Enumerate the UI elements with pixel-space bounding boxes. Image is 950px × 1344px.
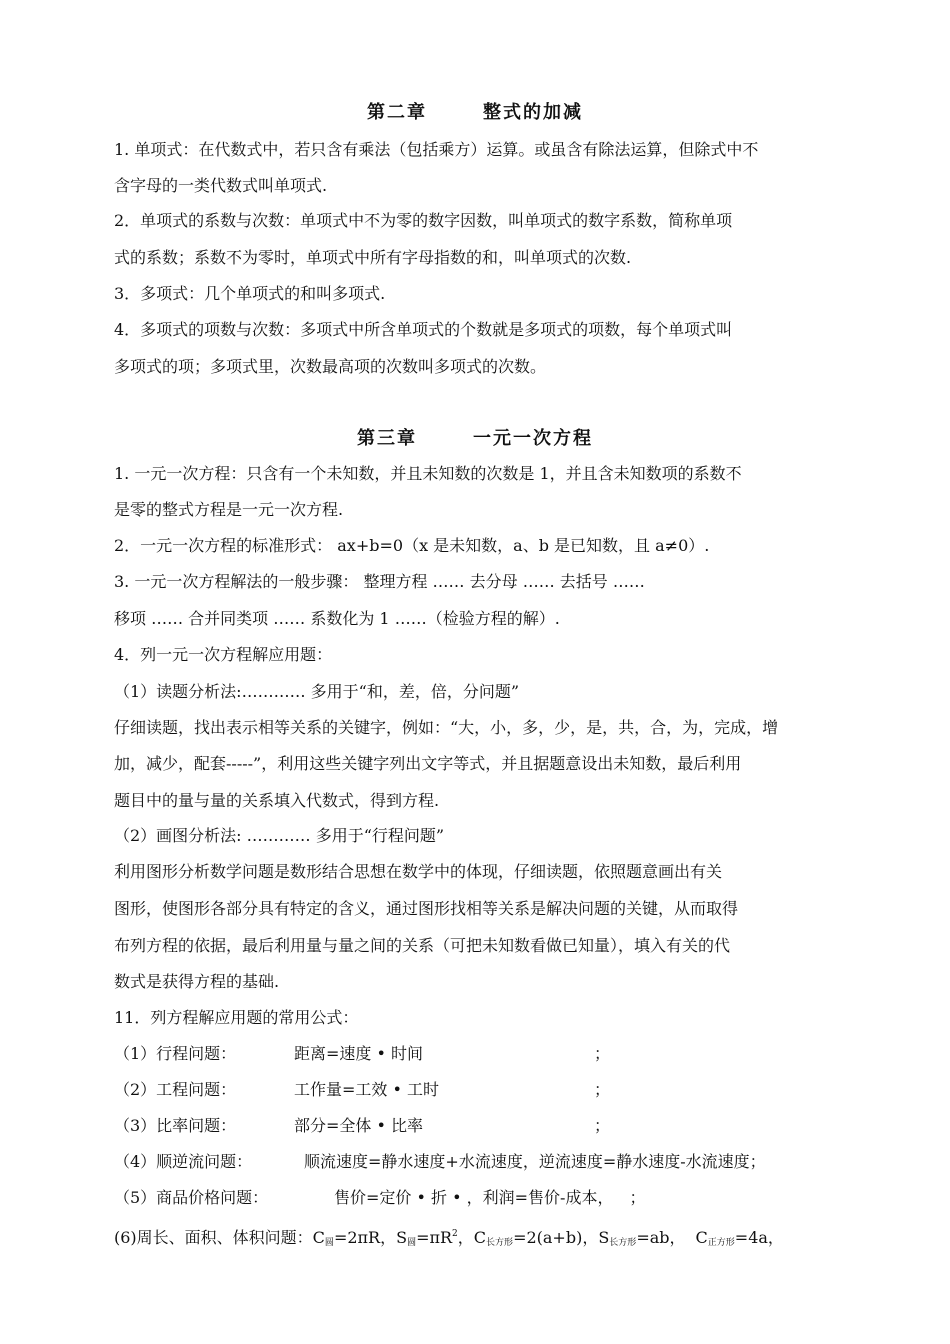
paragraph-line: 4．多项式的项数与次数：多项式中所含单项式的个数就是多项式的项数，每个单项式叫 [114,320,733,339]
chapter-3-name: 一元一次方程 [473,428,593,449]
paragraph-line: 是零的整式方程是一元一次方程. [114,500,344,519]
paragraph-line: 图形，使图形各部分具有特定的含义，通过图形找相等关系是解决问题的关键，从而取得 [114,899,739,918]
subscript: 长方形 [486,1238,514,1248]
paragraph-line: 1. 一元一次方程：只含有一个未知数，并且未知数的次数是 1，并且含未知数项的系数不 [114,464,742,483]
superscript: 2 [452,1229,458,1239]
subscript: 圆 [324,1238,334,1248]
subscript: 正方形 [707,1238,735,1248]
chapter-3-title [0,424,950,450]
paragraph-line: （2）画图分析法: ………… 多用于“行程问题” [114,826,445,845]
paragraph-line: 3. 一元一次方程解法的一般步骤： 整理方程 …… 去分母 …… 去括号 …… [114,572,645,591]
formula-row [114,1044,842,1064]
subscript: 长方形 [609,1238,637,1248]
formula-label: （3）比率问题： [114,1116,237,1135]
symbol-c: C [473,1228,487,1247]
paragraph-line: 2．单项式的系数与次数：单项式中不为零的数字因数，叫单项式的数字系数，简称单项 [114,211,733,230]
formula-label: （2）工程问题： [114,1080,237,1099]
paragraph-line: 2．一元一次方程的标准形式： ax+b=0（x 是未知数，a、b 是已知数，且 a≠0）. [114,536,710,555]
formula-text: =2(a+b)， [513,1228,599,1247]
formula-label: (6)周长、面积、体积问题： [114,1228,313,1247]
paragraph-line: 4．列一元一次方程解应用题： [114,645,333,664]
paragraph-line: 多项式的项；多项式里，次数最高项的次数叫多项式的次数。 [114,357,547,376]
subscript: 圆 [407,1238,417,1248]
formula-text: =πR [416,1228,453,1247]
paragraph-line: 题目中的量与量的关系填入代数式，得到方程. [114,791,440,810]
formula-row [114,1116,842,1136]
formula-row [114,1188,842,1208]
formula-text: 工作量=工效 • 工时 [294,1080,440,1099]
paragraph-line: 3．多项式：几个单项式的和叫多项式. [114,284,386,303]
paragraph-line: 数式是获得方程的基础. [114,972,280,991]
formula-end: ； [594,1116,611,1135]
formula-text: =2πR， [333,1228,397,1247]
formula-row [114,1152,842,1172]
chapter-2-title [0,98,950,124]
paragraph-line: （1）读题分析法:………… 多用于“和，差，倍，分问题” [114,682,520,701]
symbol-c: C [312,1228,325,1247]
formula-row [114,1080,842,1100]
symbol-c: C [695,1228,708,1247]
formula-end: ； [629,1188,646,1207]
symbol-s: S [598,1228,610,1247]
formula-text: =4a， [734,1228,784,1247]
paragraph-line: 式的系数；系数不为零时，单项式中所有字母指数的和，叫单项式的次数. [114,248,632,267]
formula-text: =ab， [636,1228,686,1247]
formula-end: ； [594,1080,611,1099]
paragraph-line: 移项 …… 合并同类项 …… 系数化为 1 ……（检验方程的解）. [114,609,560,628]
chapter-2-name: 整式的加减 [483,102,583,123]
formula-text: 售价=定价 • 折 • ，利润=售价-成本， [334,1188,606,1207]
formula-text: ， [457,1228,474,1247]
formula-label: （5）商品价格问题： [114,1188,269,1207]
paragraph-line: 11．列方程解应用题的常用公式： [114,1008,359,1027]
formula-label: （1）行程问题： [114,1044,237,1063]
paragraph-line: 利用图形分析数学问题是数形结合思想在数学中的体现，仔细读题，依照题意画出有关 [114,862,723,881]
formula-end: ； [594,1044,611,1063]
paragraph-line: 含字母的一类代数式叫单项式. [114,176,328,195]
paragraph-line: 布列方程的依据，最后利用量与量之间的关系（可把未知数看做已知量），填入有关的代 [114,936,731,955]
paragraph-line: 仔细读题，找出表示相等关系的关键字，例如：“大，小，多，少，是，共，合，为，完成，增 [114,718,779,737]
formula-text: 顺流速度=静水速度+水流速度，逆流速度=静水速度-水流速度； [304,1152,766,1171]
paragraph-line: 加，减少，配套-----”，利用这些关键字列出文字等式，并且据题意设出未知数，最后利用 [114,754,742,773]
formula-row-geometry [114,1224,842,1253]
formula-text: 部分=全体 • 比率 [294,1116,424,1135]
chapter-3-number: 第三章 [357,428,417,449]
formula-label: （4）顺逆流问题： [114,1152,253,1171]
formula-text: 距离=速度 • 时间 [294,1044,424,1063]
paragraph-line: 1. 单项式：在代数式中，若只含有乘法（包括乘方）运算。或虽含有除法运算，但除式中不 [114,140,759,159]
chapter-2-number: 第二章 [367,102,427,123]
symbol-s: S [396,1228,408,1247]
